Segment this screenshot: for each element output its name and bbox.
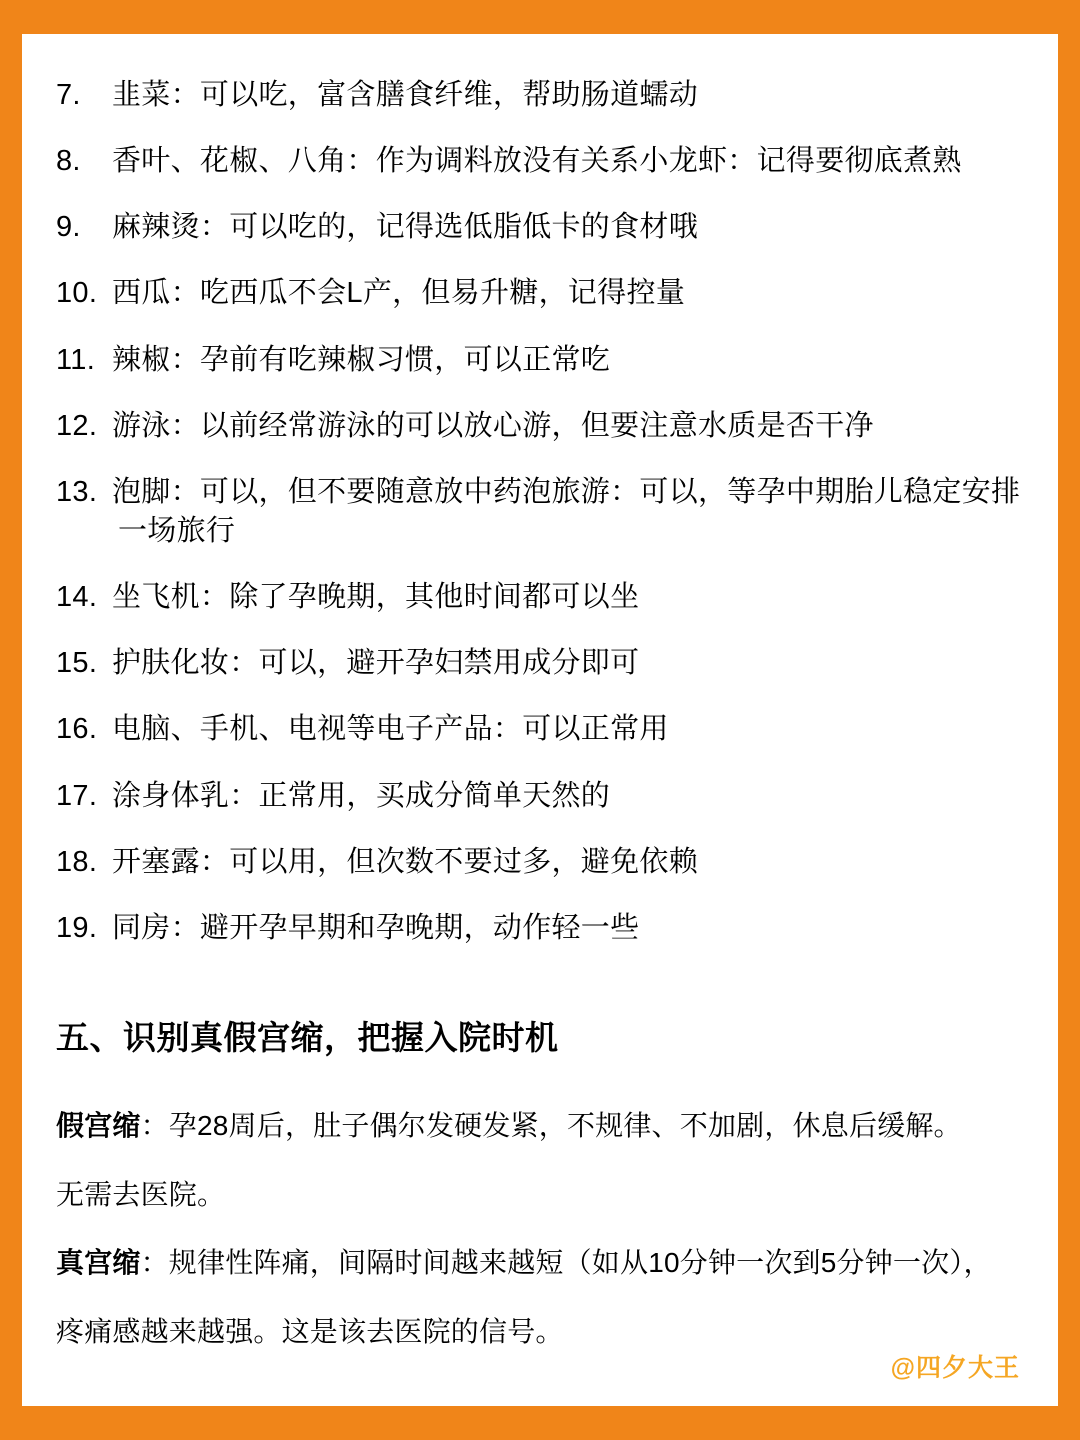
list-item: [56, 76, 1024, 115]
list-item-number: 15.: [56, 647, 98, 680]
paragraph-text: 疼痛感越来越强。这是该去医院的信号。: [56, 1315, 564, 1347]
list-item: [56, 909, 1024, 948]
paragraph: [56, 1305, 1024, 1360]
list-item-number: 14.: [56, 581, 98, 614]
list-item: [56, 710, 1024, 749]
list-item-number: 12.: [56, 409, 98, 442]
paragraph-text: ：孕28周后，肚子偶尔发硬发紧，不规律、不加剧，休息后缓解。: [140, 1109, 962, 1141]
list-item-number: 9.: [56, 211, 81, 244]
section-heading: 五、识别真假宫缩，把握入院时机: [56, 1018, 559, 1056]
document-page: [22, 34, 1058, 1406]
list-item: [56, 341, 1024, 380]
list-item-text: 香叶、花椒、八角：作为调料放没有关系小龙虾：记得要彻底煮熟: [112, 145, 962, 178]
list-item: [56, 208, 1024, 247]
document-content: [22, 34, 1058, 1359]
list-item: [56, 777, 1024, 816]
list-item: [56, 274, 1024, 313]
advice-list: [56, 76, 1024, 948]
list-item-text: 同房：避开孕早期和孕晚期，动作轻一些: [112, 911, 640, 944]
list-item: [56, 407, 1024, 446]
list-item-text: 坐飞机：除了孕晚期，其他时间都可以坐: [112, 581, 640, 614]
list-item-number: 17.: [56, 779, 98, 812]
paragraph-text: ：规律性阵痛，间隔时间越来越短（如从10分钟一次到5分钟一次），: [140, 1247, 992, 1279]
list-item-text: 开塞露：可以用，但次数不要过多，避免依赖: [112, 845, 699, 878]
list-item: [56, 142, 1024, 181]
paragraph-text: 无需去医院。: [56, 1178, 226, 1210]
watermark: @四夕大王: [890, 1354, 1020, 1382]
list-item-text: 护肤化妆：可以，避开孕妇禁用成分即可: [112, 647, 640, 680]
list-item-number: 7.: [56, 79, 81, 111]
list-item-text: 游泳：以前经常游泳的可以放心游，但要注意水质是否干净: [112, 409, 874, 442]
list-item-text: 涂身体乳：正常用，买成分简单天然的: [112, 779, 611, 812]
list-item-text: [108, 473, 1024, 551]
list-item-number: 19.: [56, 911, 98, 944]
paragraph-label: 真宫缩: [56, 1247, 141, 1279]
paragraph: [56, 1236, 1024, 1291]
list-item-text: 麻辣烫：可以吃的，记得选低脂低卡的食材哦: [112, 211, 699, 244]
list-item-text-line2: 一场旅行: [118, 514, 236, 547]
list-item-number: 11.: [56, 343, 96, 376]
list-item: [56, 578, 1024, 617]
paragraph-label: 假宫缩: [56, 1109, 141, 1141]
list-item-number: 8.: [56, 145, 81, 178]
paragraph: [56, 1168, 1024, 1223]
list-item-number: 10.: [56, 277, 98, 310]
list-item: [56, 644, 1024, 683]
list-item-text: 西瓜：吃西瓜不会L产，但易升糖，记得控量: [112, 277, 686, 310]
list-item-number: 13.: [56, 475, 98, 508]
list-item-text: 电脑、手机、电视等电子产品：可以正常用: [112, 713, 669, 746]
list-item-text-line1: 泡脚：可以，但不要随意放中药泡旅游：可以，等孕中期胎儿稳定安排: [112, 475, 1021, 508]
list-item: [56, 473, 1024, 551]
list-item-number: 16.: [56, 713, 98, 746]
paragraph: [56, 1099, 1024, 1154]
list-item: [56, 843, 1024, 882]
list-item-text: 韭菜：可以吃，富含膳食纤维，帮助肠道蠕动: [112, 79, 699, 111]
list-item-text: 辣椒：孕前有吃辣椒习惯，可以正常吃: [112, 343, 611, 376]
list-item-number: 18.: [56, 845, 98, 878]
